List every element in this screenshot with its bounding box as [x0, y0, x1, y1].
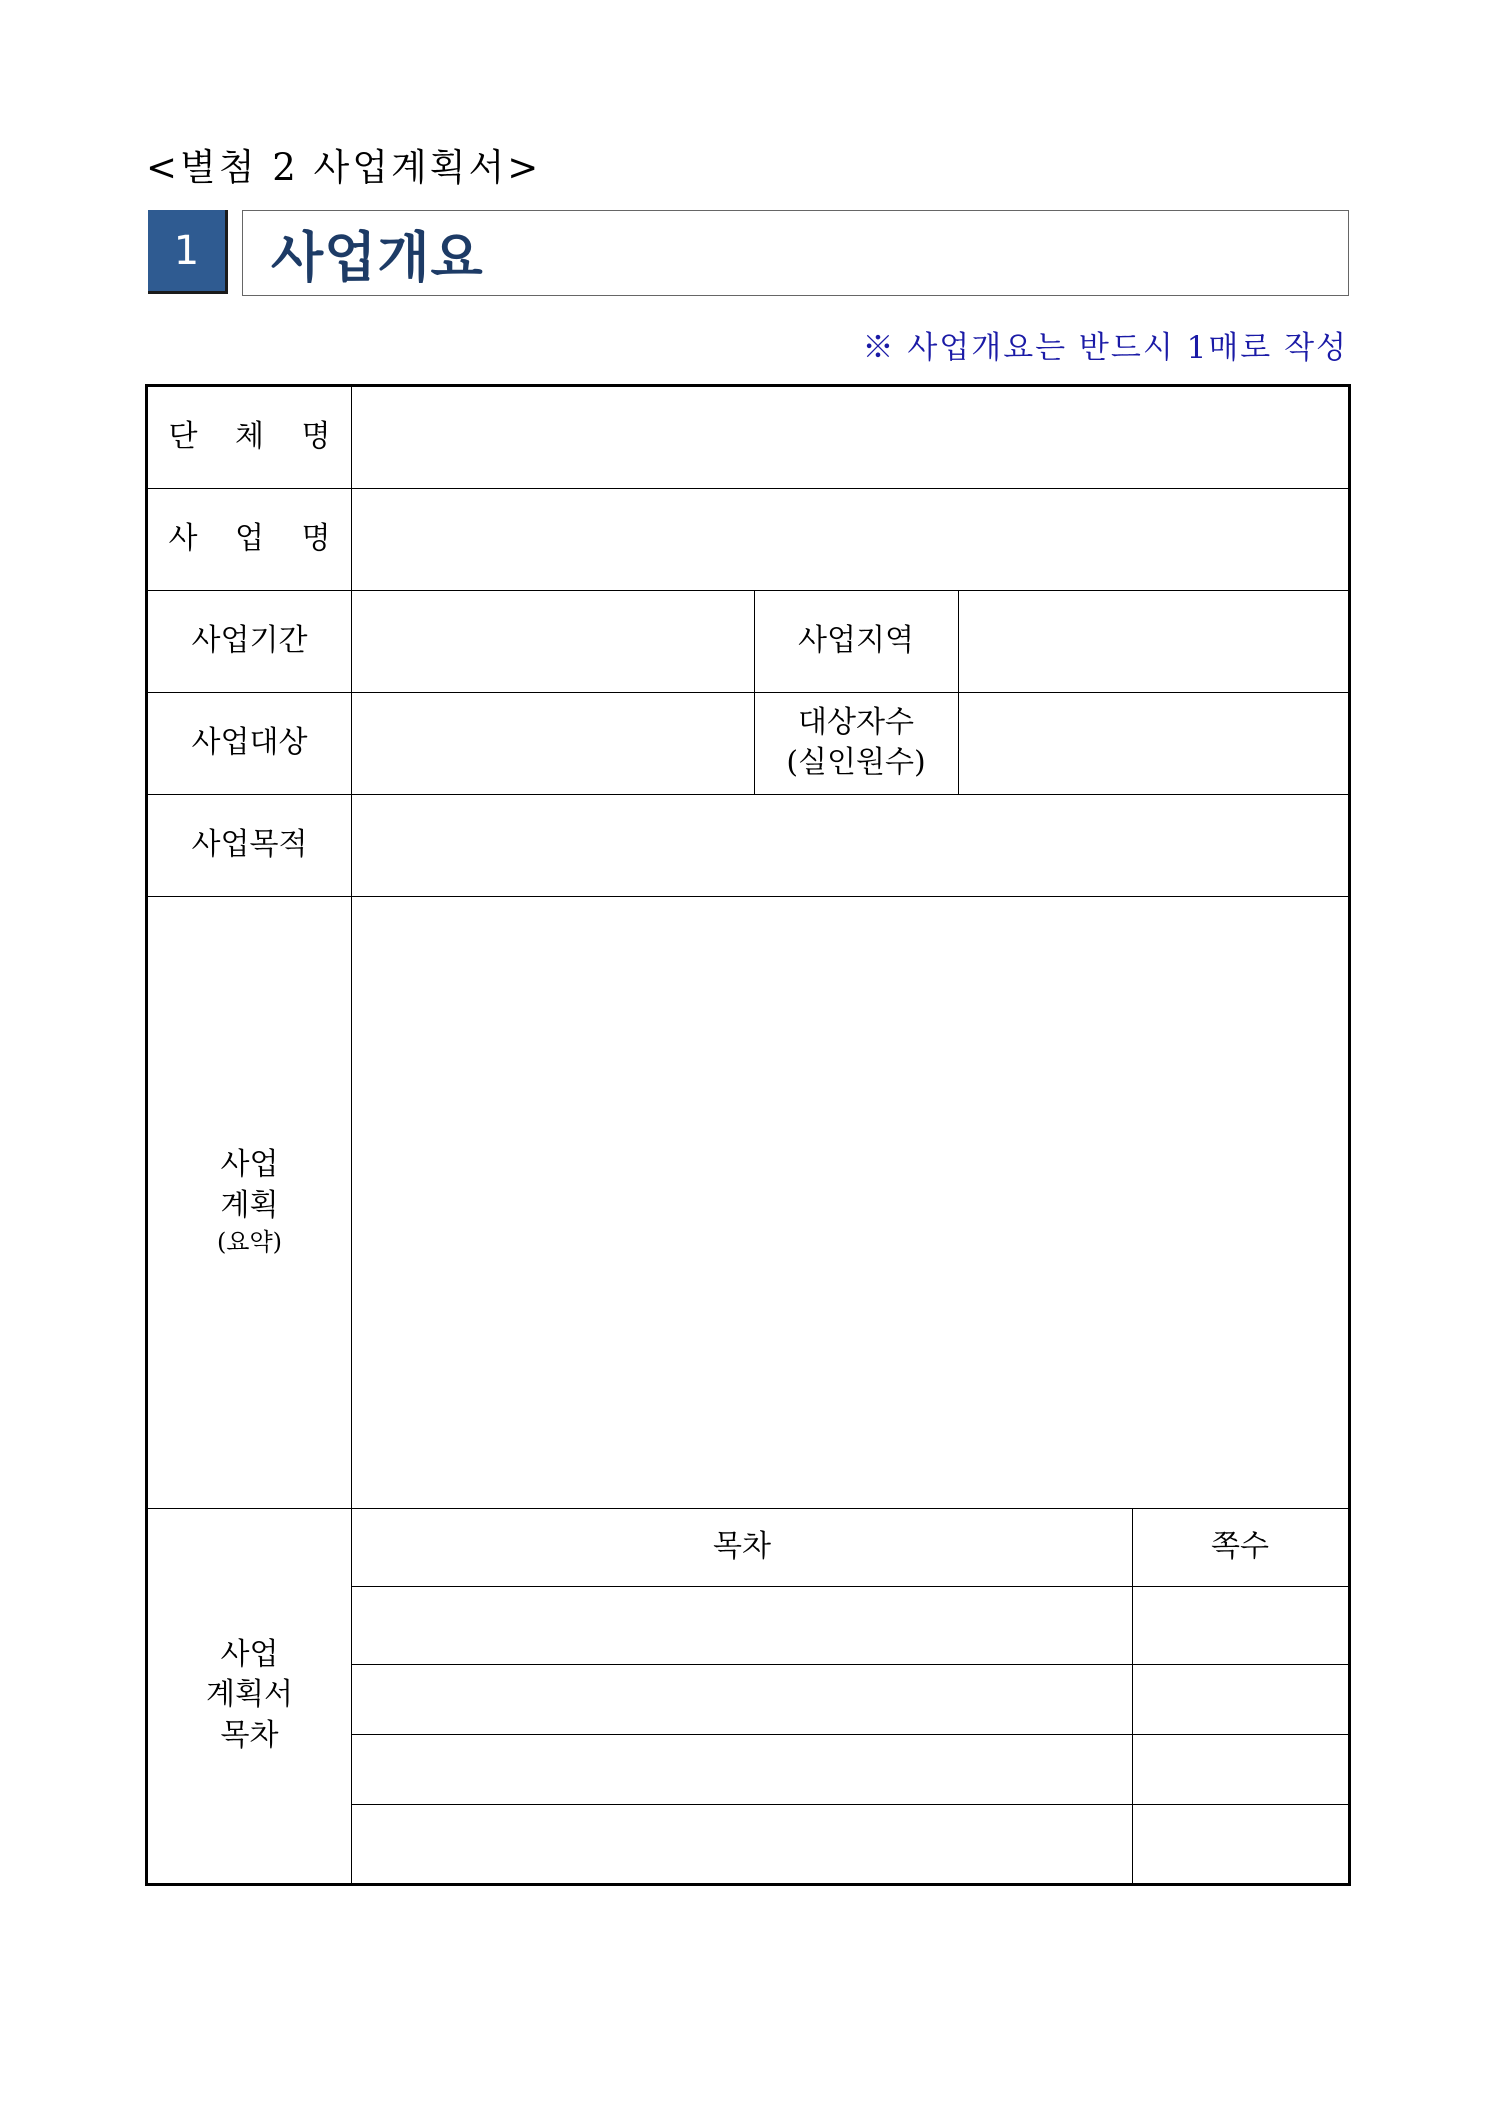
target-count-label [754, 692, 958, 794]
section-title: 사업개요 [271, 225, 484, 289]
org-name-field[interactable] [352, 387, 1348, 488]
target-field[interactable] [352, 692, 754, 794]
toc-row-contents[interactable] [352, 1664, 1132, 1734]
section-number-badge: 1 [148, 210, 228, 294]
plan-label-line1: 사업 [220, 1147, 279, 1183]
toc-row-pages[interactable] [1132, 1734, 1348, 1804]
toc-label-line3: 목차 [220, 1717, 279, 1753]
period-label: 사업기간 [191, 622, 308, 658]
toc-row-contents[interactable] [352, 1804, 1132, 1883]
toc-label-line2: 계획서 [206, 1677, 293, 1713]
toc-label-line1: 사업 [220, 1636, 279, 1672]
target-label: 사업대상 [191, 724, 308, 760]
purpose-label: 사업목적 [191, 826, 308, 862]
org-name-label: 단 체 명 [168, 419, 345, 455]
plan-summary-label [148, 896, 351, 1508]
region-label: 사업지역 [798, 622, 914, 658]
project-name-field[interactable] [352, 488, 1348, 590]
toc-row-contents[interactable] [352, 1586, 1132, 1664]
attachment-title: <별첨 2 사업계획서> [146, 146, 542, 189]
period-field[interactable] [352, 590, 754, 692]
toc-row-contents[interactable] [352, 1734, 1132, 1804]
project-overview-form [145, 384, 1351, 1886]
target-count-field[interactable] [959, 692, 1348, 794]
plan-label-line2: 계획 [220, 1187, 279, 1223]
project-name-label: 사 업 명 [168, 520, 345, 556]
purpose-field[interactable] [352, 794, 1348, 896]
region-field[interactable] [959, 590, 1348, 692]
toc-row-pages[interactable] [1132, 1664, 1348, 1734]
target-count-label-line2: (실인원수) [786, 745, 926, 780]
toc-row-pages[interactable] [1132, 1804, 1348, 1883]
toc-label [148, 1508, 351, 1883]
target-count-label-line1: 대상자수 [798, 704, 914, 740]
plan-summary-field[interactable] [352, 896, 1348, 1508]
toc-row-pages[interactable] [1132, 1586, 1348, 1664]
plan-label-line3: (요약) [216, 1228, 283, 1257]
instruction-note: ※ 사업개요는 반드시 1매로 작성 [862, 330, 1348, 366]
toc-header-pages: 쪽수 [1211, 1528, 1269, 1564]
section-header [242, 210, 1349, 296]
toc-header-contents: 목차 [713, 1528, 771, 1564]
